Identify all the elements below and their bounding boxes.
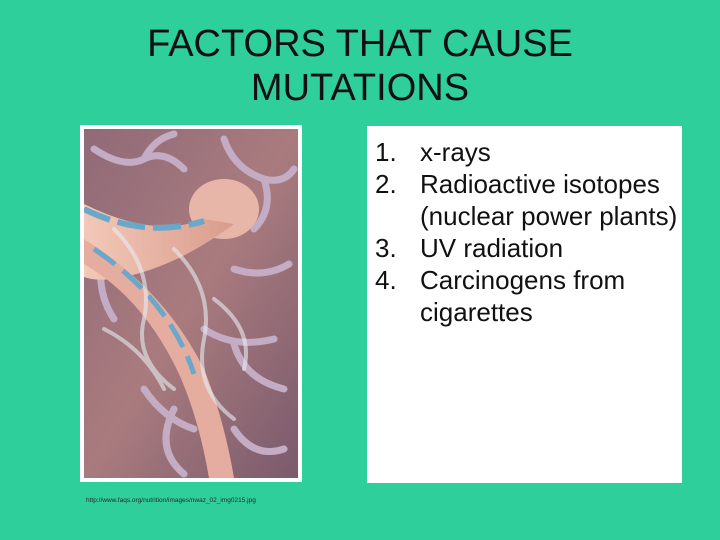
list-item [375,168,680,232]
image-source-caption: http://www.faqs.org/nutrition/images/nwaz_02_img0215.jpg [86,497,256,504]
list-item-text: UV radiation [420,233,564,263]
factor-list [375,136,680,328]
title-line-1: FACTORS THAT CAUSE [147,23,573,65]
list-item-text: Carcinogens from cigarettes [420,265,626,327]
list-item-number: 1. [375,137,397,167]
list-item-number: 4. [375,265,397,295]
cell-illustration-frame [80,125,302,482]
list-item-text: x-rays [420,137,491,167]
list-item [375,136,680,168]
slide-title [0,22,720,110]
title-line-2: MUTATIONS [250,67,470,109]
list-item [375,232,680,264]
list-item-number: 2. [375,169,397,199]
list-item-text: Radioactive isotopes (nuclear power plants) [420,169,678,231]
list-item-number: 3. [375,233,397,263]
cell-illustration [84,129,298,478]
factor-list-panel [367,126,682,483]
list-item [375,264,680,328]
